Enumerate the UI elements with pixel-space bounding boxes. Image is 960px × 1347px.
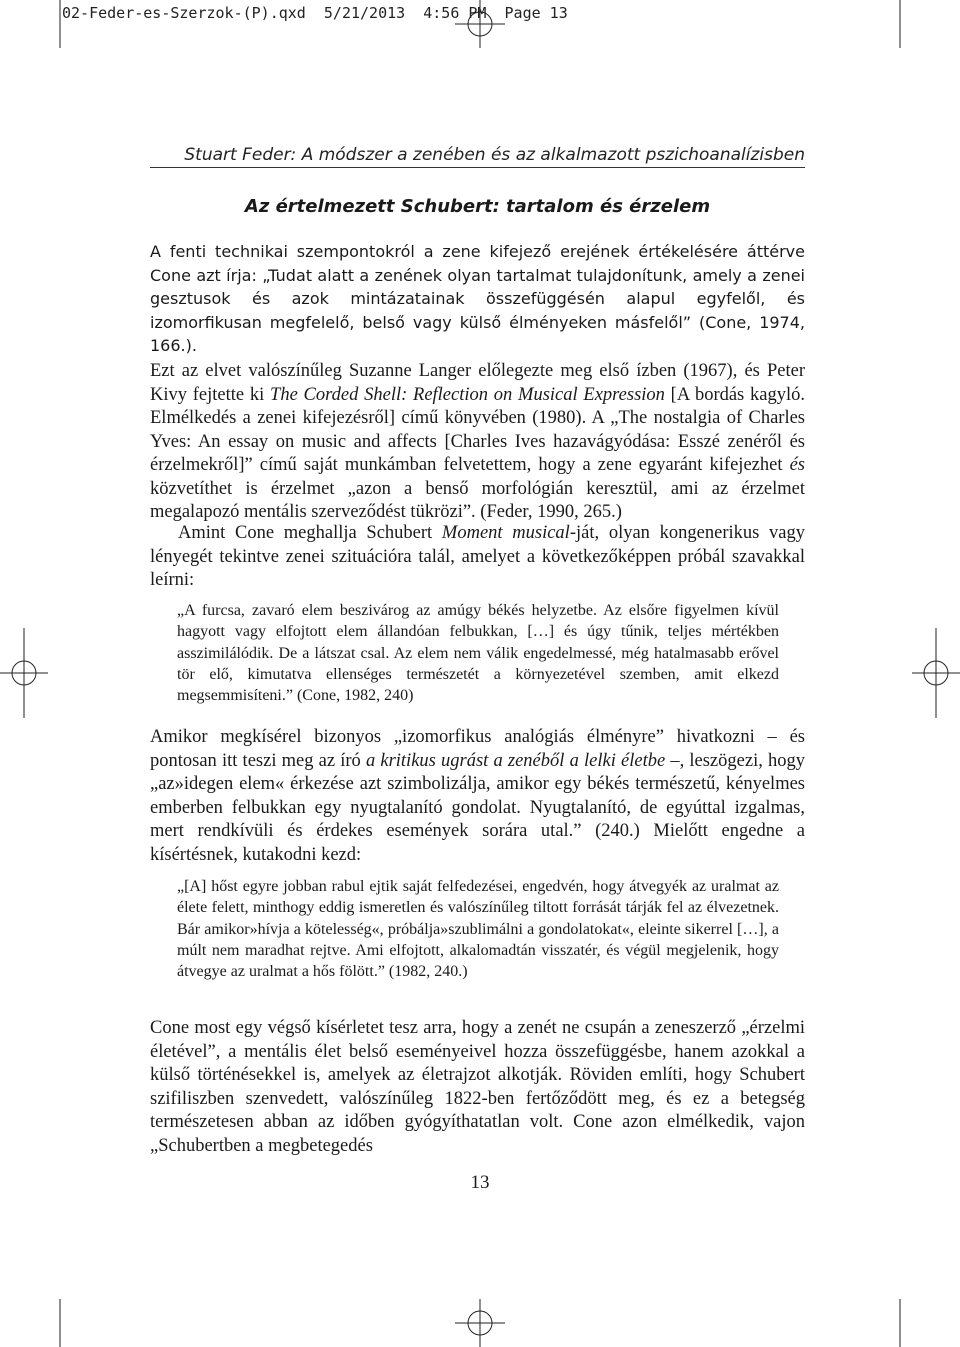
registration-mark-bottom bbox=[455, 1299, 505, 1347]
p1-book-title: The Corded Shell: Reflection on Musical Expression bbox=[270, 384, 665, 405]
running-head: Stuart Feder: A módszer a zenében és az alkalmazott pszichoanalízisben bbox=[150, 145, 805, 168]
slug-file: 02-Feder-es-Szerzok-(P).qxd bbox=[62, 4, 306, 22]
p1-text-a: Ezt az elvet valószínűleg Suzanne Langer előlegezte meg első ízben (1967), és Peter Kivy fejtette ki bbox=[150, 361, 805, 405]
paragraph-4: Cone most egy végső kísérletet tesz arra, hogy a zenét ne csupán a zeneszerző „érzelmi életével”, a mentális élet belső eseményeivel hozza összefüggésbe, hanem azokkal a külső történésekkel is, amelyek az életrajzot alkotják. Röviden említi, hogy Schubert szifiliszben szenvedett, valószínűleg 1822-ben fertőződött meg, és ez a betegség természetesen abban az időben gyógyíthatatlan volt. Cone azon elmélkedik, vajon „Schubertben a megbetegedés bbox=[150, 1018, 805, 1156]
p2-text-b: -ját, olyan kongenerikus vagy lényegét tekintve zenei szituációra talál, amelyet a következőképpen próbál szavakkal leírni: bbox=[150, 523, 805, 590]
p1-text-b: [A bordás kagyló. Elmélkedés a zenei kifejezésről] című könyvében (1980). A „The nostalgia of Charles Yves: An essay on music and affects [Charles Ives hazavágyódása: Esszé zenéről és érzelmekről]” című saját munkámban felvetettem, hogy a zene egyaránt kifejezhet bbox=[150, 384, 805, 475]
p1-emphasis-es: és bbox=[789, 455, 805, 475]
p2-work-title: Moment musical bbox=[441, 523, 570, 543]
paragraph-1-continuation bbox=[150, 360, 805, 525]
p3-text-a: Amikor megkísérel bizonyos „izomorfikus analógiás élményre” hivatkozni – és pontosan itt teszi meg az író bbox=[150, 727, 805, 771]
p1-text-c: közvetíthet is érzelmet „azon a benső morfológián keresztül, ami az érzelmet megalapozó mentális szerveződést tükrözi”. (Feder, 1990, 265.) bbox=[150, 478, 805, 522]
registration-mark-right bbox=[912, 628, 960, 718]
p3-text-b: –, leszögezi, hogy „az»idegen elem« érkezése azt szimbolizálja, amikor egy békés természetű, kényelmes emberben felbukkan egy nyugtalanító gondolat. Nyugtalanító, de egyúttal izgalmas, mert rendkívüli és érdekes események sorára utal.” (240.) Mielőtt engedne a kísértésnek, kutakodni kezd: bbox=[150, 750, 805, 865]
section-title: Az értelmezett Schubert: tartalom és érzelem bbox=[244, 196, 711, 217]
p2-text-a: Amint Cone meghallja Schubert bbox=[178, 523, 442, 543]
slug-page: Page 13 bbox=[504, 4, 568, 22]
page-number: 13 bbox=[470, 1172, 490, 1193]
block-quote-1: „A furcsa, zavaró elem beszivárog az amúgy békés helyzetbe. Az elsőre figyelmen kívül hagyott vagy elfojtott elem állandóan felbukkan, […] és úgy tűnik, teljes mértékben asszimilálódik. De a látszat csal. Az elem nem válik engedelmessé, még hatalmasabb erővel tör elő, kimutatva ellenséges természetét a környezetével szemben, amit elkezd megsemmisíteni.” (Cone, 1982, 240) bbox=[177, 602, 779, 705]
slug-time: 4:56 PM bbox=[423, 4, 487, 22]
registration-mark-top bbox=[455, 0, 505, 48]
registration-mark-left bbox=[0, 628, 48, 718]
slug-date: 5/21/2013 bbox=[323, 4, 406, 22]
block-quote-2: „[A] hőst egyre jobban rabul ejtik saját felfedezései, engedvén, hogy átvegyék az uralmat az élete felett, minthogy eddig ismeretlen és valószínűleg tiltott forrását tárják fel az élvezetnek. Bár amikor»hívja a kötelesség«, próbálja»szublimálni a gondolatokat«, eleinte sikerrel […], a múlt nem maradhat rejtve. Ami elfojtott, alkalomadtán visszatér, és végül megjelenik, hogy átvegye az uralmat a hős fölött.” (1982, 240.) bbox=[177, 878, 779, 981]
paragraph-intro-sans: A fenti technikai szempontokról a zene kifejező erejének értékelésére áttérve Cone azt írja: „Tudat alatt a zenének olyan tartalmat tulajdonítunk, amely a zenei gesztusok és azok mintázatainak összefüggésén alapul egyfelől, és izomorfikusan megfelelő, belső vagy külső élményeken másfelől” (Cone, 1974, 166.). bbox=[150, 242, 805, 355]
paragraph-3 bbox=[150, 726, 805, 867]
p3-emphasis: a kritikus ugrást a zenéből a lelki életbe bbox=[365, 750, 666, 771]
paragraph-2 bbox=[150, 522, 805, 593]
